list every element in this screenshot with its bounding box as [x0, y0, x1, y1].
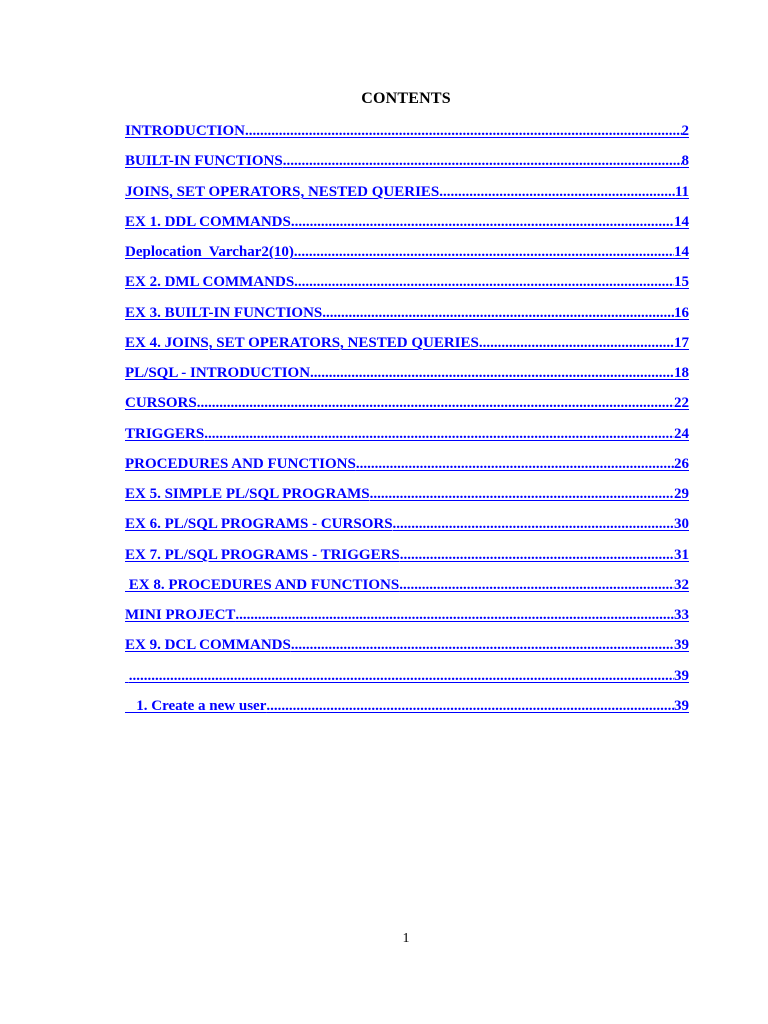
toc-dot-leader: [479, 333, 674, 353]
toc-entry-row: [125, 545, 689, 565]
table-of-contents: [125, 121, 689, 726]
toc-dot-leader: [322, 303, 674, 323]
toc-entry[interactable]: [125, 272, 689, 302]
toc-entry-row: [125, 454, 689, 474]
toc-entry-label: EX 3. BUILT-IN FUNCTIONS: [125, 304, 323, 321]
toc-entry-row: [125, 182, 689, 202]
page-title: CONTENTS: [361, 90, 451, 107]
toc-entry-page: 11: [674, 183, 689, 200]
toc-entry[interactable]: [125, 363, 689, 393]
toc-entry-label: EX 6. PL/SQL PROGRAMS - CURSORS: [125, 516, 393, 533]
toc-entry-label: BUILT-IN FUNCTIONS: [125, 153, 283, 170]
toc-entry-page: 8: [681, 153, 689, 170]
toc-entry-page: 18: [674, 365, 689, 381]
toc-dot-leader: [294, 272, 674, 292]
toc-entry-page: 39: [674, 697, 689, 714]
toc-entry-page: 30: [674, 516, 689, 533]
toc-entry-label: EX 7. PL/SQL PROGRAMS - TRIGGERS: [125, 546, 400, 563]
toc-entry-label: EX 4. JOINS, SET OPERATORS, NESTED QUERIES: [125, 334, 479, 351]
toc-dot-leader: [266, 696, 674, 716]
toc-entry-row: [125, 666, 689, 686]
toc-entry-page: 14: [674, 244, 689, 260]
toc-entry-page: 22: [674, 395, 689, 412]
toc-entry-row: [125, 272, 689, 292]
toc-dot-leader: [294, 242, 674, 262]
toc-dot-leader: [393, 514, 674, 534]
toc-entry-row: [125, 514, 689, 534]
toc-entry[interactable]: [125, 696, 689, 726]
toc-entry[interactable]: [125, 484, 689, 514]
toc-entry-page: 39: [674, 667, 689, 684]
toc-dot-leader: [439, 182, 675, 202]
toc-entry-row: [125, 424, 689, 444]
toc-entry[interactable]: [125, 121, 689, 151]
toc-dot-leader: [291, 635, 674, 655]
toc-entry[interactable]: [125, 303, 689, 333]
toc-dot-leader: [129, 666, 674, 686]
toc-entry[interactable]: [125, 242, 689, 272]
toc-entry-page: 39: [674, 637, 689, 654]
toc-entry[interactable]: [125, 151, 689, 181]
toc-dot-leader: [235, 605, 674, 625]
toc-entry-page: 14: [674, 213, 689, 230]
toc-dot-leader: [283, 151, 682, 171]
toc-entry-label: PL/SQL - INTRODUCTION: [125, 365, 311, 381]
toc-entry-row: [125, 605, 689, 625]
toc-entry[interactable]: [125, 575, 689, 605]
toc-dot-leader: [245, 121, 681, 141]
toc-entry-page: 16: [674, 304, 689, 321]
toc-entry[interactable]: [125, 545, 689, 575]
toc-entry-label: 1. Create a new user: [125, 697, 267, 714]
toc-entry-label: TRIGGERS: [125, 425, 205, 442]
toc-entry[interactable]: [125, 393, 689, 423]
toc-entry[interactable]: [125, 635, 689, 665]
toc-entry-page: 17: [674, 334, 689, 351]
toc-entry[interactable]: [125, 182, 689, 212]
toc-entry-label: INTRODUCTION: [125, 123, 246, 139]
toc-entry[interactable]: [125, 333, 689, 363]
toc-entry-row: [125, 333, 689, 353]
toc-entry-page: 2: [681, 123, 689, 139]
toc-entry-row: [125, 363, 689, 383]
toc-entry-label: JOINS, SET OPERATORS, NESTED QUERIES: [125, 183, 440, 200]
toc-entry-page: 24: [674, 425, 689, 442]
toc-entry-row: [125, 696, 689, 716]
toc-dot-leader: [356, 454, 674, 474]
toc-dot-leader: [291, 212, 674, 232]
toc-entry-page: 26: [674, 455, 689, 472]
toc-entry-label: EX 5. SIMPLE PL/SQL PROGRAMS: [125, 486, 370, 502]
toc-entry-row: [125, 575, 689, 595]
toc-entry-page: 32: [674, 576, 689, 593]
toc-entry-label: EX 1. DDL COMMANDS: [125, 213, 291, 230]
toc-dot-leader: [370, 484, 674, 504]
toc-entry-row: [125, 635, 689, 655]
page-number: 1: [402, 931, 410, 946]
toc-dot-leader: [400, 545, 674, 565]
toc-entry-page: 29: [674, 486, 689, 502]
toc-dot-leader: [197, 393, 674, 413]
toc-entry-row: [125, 303, 689, 323]
toc-entry-row: [125, 151, 689, 171]
toc-entry[interactable]: [125, 212, 689, 242]
toc-entry-label: CURSORS: [125, 395, 197, 412]
toc-entry-label: EX 9. DCL COMMANDS: [125, 637, 291, 654]
toc-entry-label: Deplocation Varchar2(10): [125, 244, 294, 260]
toc-entry-label: PROCEDURES AND FUNCTIONS: [125, 455, 356, 472]
toc-entry-row: [125, 393, 689, 413]
toc-dot-leader: [310, 363, 674, 383]
toc-entry-row: [125, 484, 689, 504]
toc-entry-row: [125, 212, 689, 232]
toc-entry-page: 33: [674, 607, 689, 623]
toc-entry[interactable]: [125, 666, 689, 696]
toc-entry-label: EX 8. PROCEDURES AND FUNCTIONS: [125, 576, 400, 593]
toc-entry-page: 15: [674, 274, 689, 291]
toc-entry-row: [125, 121, 689, 141]
toc-entry-label: MINI PROJECT: [125, 607, 236, 623]
toc-entry-row: [125, 242, 689, 262]
toc-entry[interactable]: [125, 454, 689, 484]
toc-entry[interactable]: [125, 424, 689, 454]
toc-dot-leader: [204, 424, 674, 444]
toc-entry-page: 31: [674, 546, 689, 563]
toc-entry-label: EX 2. DML COMMANDS: [125, 274, 295, 291]
toc-entry[interactable]: [125, 605, 689, 635]
toc-dot-leader: [399, 575, 674, 595]
toc-entry[interactable]: [125, 514, 689, 544]
